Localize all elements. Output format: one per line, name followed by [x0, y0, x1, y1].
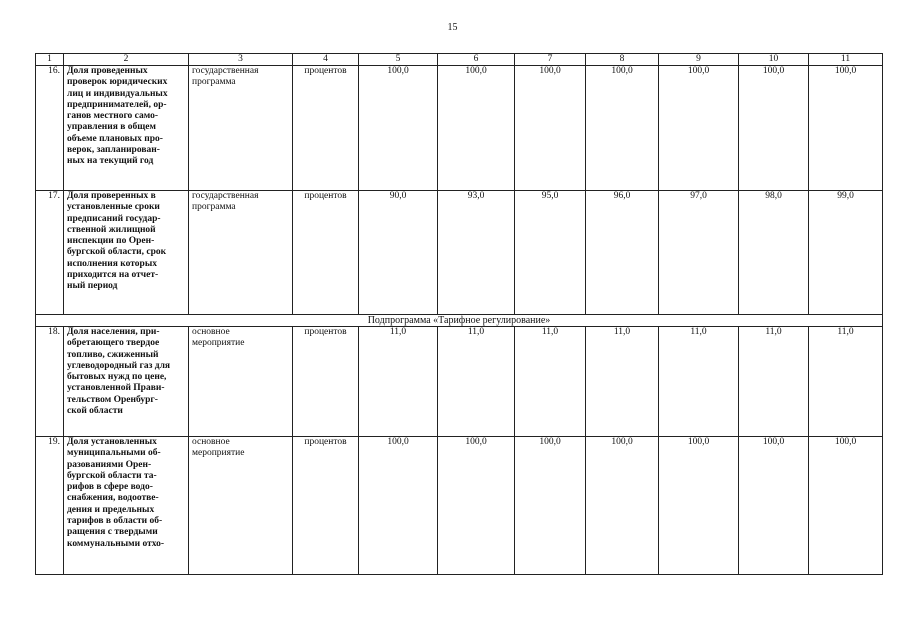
- row-number: 19.: [36, 437, 64, 575]
- unit-cell: процентов: [293, 437, 359, 575]
- indicators-table: [35, 53, 883, 575]
- value-cell: 11,0: [359, 327, 438, 437]
- value-cell: 11,0: [659, 327, 739, 437]
- value-cell: 100,0: [659, 66, 739, 191]
- col-9-header: 9: [659, 54, 739, 66]
- header-row: [36, 54, 883, 66]
- indicator-name: Доля населения, при- обретающего твердое топливо, сжиженный углеводородный газ для бытовых нужд по цене, установленной Прави- тельством Оренбург- ской области: [64, 327, 189, 437]
- value-cell: 100,0: [438, 437, 515, 575]
- indicator-name: Доля проверенных в установленные сроки предписаний государ- ственной жилищной инспекции по Орен- бургской области, срок исполнения которых приходится на отчет- ный период: [64, 191, 189, 315]
- value-cell: 11,0: [515, 327, 586, 437]
- indicator-name: Доля установленных муниципальными об- разованиями Орен- бургской области та- рифов в сфере водо- снабжения, водоотве- дения и предельных тарифов в области об- ращения с твердыми коммунальными отхо-: [64, 437, 189, 575]
- col-8-header: 8: [586, 54, 659, 66]
- unit-cell: процентов: [293, 327, 359, 437]
- col-7-header: 7: [515, 54, 586, 66]
- value-cell: 100,0: [809, 437, 883, 575]
- col-2-header: 2: [64, 54, 189, 66]
- value-cell: 100,0: [586, 66, 659, 191]
- unit-cell: процентов: [293, 66, 359, 191]
- table-row: [36, 191, 883, 315]
- value-cell: 100,0: [739, 66, 809, 191]
- indicator-type: государственная программа: [189, 191, 293, 315]
- value-cell: 100,0: [659, 437, 739, 575]
- value-cell: 90,0: [359, 191, 438, 315]
- table-row: [36, 66, 883, 191]
- indicator-name: Доля проведенных проверок юридических лиц и индивидуальных предпринимателей, ор- ганов местного само- управления в общем объеме плановых про- верок, запланирован- ных на текущий год: [64, 66, 189, 191]
- value-cell: 100,0: [739, 437, 809, 575]
- indicator-type: основное мероприятие: [189, 327, 293, 437]
- col-1-header: 1: [36, 54, 64, 66]
- value-cell: 97,0: [659, 191, 739, 315]
- value-cell: 11,0: [739, 327, 809, 437]
- value-cell: 100,0: [515, 66, 586, 191]
- col-6-header: 6: [438, 54, 515, 66]
- value-cell: 95,0: [515, 191, 586, 315]
- col-4-header: 4: [293, 54, 359, 66]
- value-cell: 99,0: [809, 191, 883, 315]
- value-cell: 11,0: [586, 327, 659, 437]
- table-row: [36, 437, 883, 575]
- indicator-type: государственная программа: [189, 66, 293, 191]
- value-cell: 100,0: [809, 66, 883, 191]
- value-cell: 100,0: [586, 437, 659, 575]
- subprogram-heading: Подпрограмма «Тарифное регулирование»: [36, 315, 883, 327]
- value-cell: 98,0: [739, 191, 809, 315]
- col-5-header: 5: [359, 54, 438, 66]
- table-row: [36, 327, 883, 437]
- row-number: 16.: [36, 66, 64, 191]
- row-number: 18.: [36, 327, 64, 437]
- value-cell: 100,0: [359, 437, 438, 575]
- value-cell: 11,0: [438, 327, 515, 437]
- value-cell: 93,0: [438, 191, 515, 315]
- subprogram-heading-row: [36, 315, 883, 327]
- col-3-header: 3: [189, 54, 293, 66]
- page-number: 15: [447, 22, 458, 33]
- col-11-header: 11: [809, 54, 883, 66]
- unit-cell: процентов: [293, 191, 359, 315]
- row-number: 17.: [36, 191, 64, 315]
- indicator-type: основное мероприятие: [189, 437, 293, 575]
- value-cell: 100,0: [359, 66, 438, 191]
- value-cell: 11,0: [809, 327, 883, 437]
- col-10-header: 10: [739, 54, 809, 66]
- value-cell: 100,0: [515, 437, 586, 575]
- value-cell: 96,0: [586, 191, 659, 315]
- value-cell: 100,0: [438, 66, 515, 191]
